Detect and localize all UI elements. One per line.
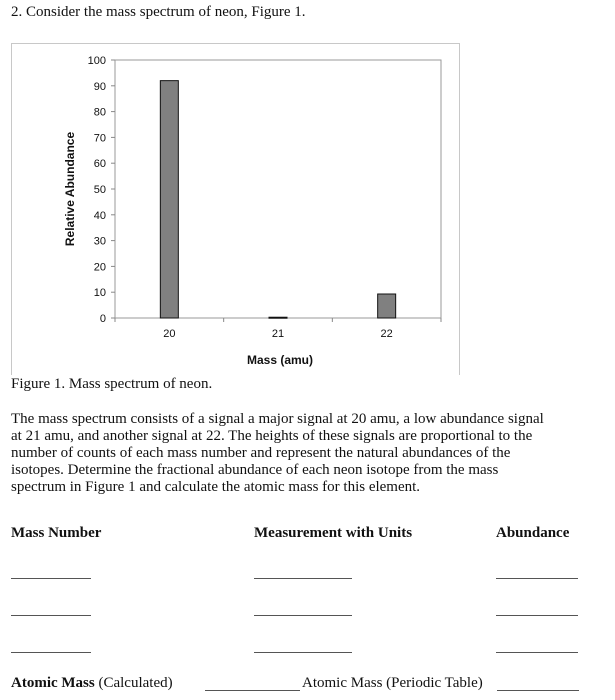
bar-21 <box>269 317 287 318</box>
x-tick-label: 20 <box>163 328 176 340</box>
atomic-mass-periodic-label: Atomic Mass (Periodic Table) <box>302 675 483 691</box>
y-tick-label: 10 <box>93 287 106 300</box>
paragraph-line: number of counts of each mass number and represent the natural abundances of the <box>11 445 511 461</box>
measurement-blank[interactable] <box>254 578 352 579</box>
bar-22 <box>378 294 396 318</box>
paragraph-line: at 21 amu, and another signal at 22. The heights of these signals are proportional to the <box>11 428 533 444</box>
y-tick-label: 90 <box>93 80 106 93</box>
mass-number-blank[interactable] <box>11 652 91 653</box>
y-tick-label: 80 <box>93 106 106 119</box>
atomic-mass-calculated-blank[interactable] <box>205 690 300 691</box>
y-axis-label: Relative Abundance <box>63 131 77 247</box>
atomic-mass-bold: Atomic Mass <box>11 675 95 691</box>
y-tick-label: 60 <box>93 158 106 171</box>
y-tick-label: 50 <box>93 184 106 196</box>
x-tick-label: 21 <box>271 328 285 340</box>
abundance-blank[interactable] <box>496 652 578 653</box>
question-text: 2. Consider the mass spectrum of neon, Figure 1. <box>11 4 306 20</box>
bar-20 <box>160 81 178 318</box>
mass-number-blank[interactable] <box>11 578 91 579</box>
paragraph-line: The mass spectrum consists of a signal a major signal at 20 amu, a low abundance signal <box>11 411 544 427</box>
measurement-blank[interactable] <box>254 652 352 653</box>
header-mass-number: Mass Number <box>11 525 102 541</box>
x-axis-label: Mass (amu) <box>246 353 314 367</box>
abundance-blank[interactable] <box>496 615 578 616</box>
mass-number-blank[interactable] <box>11 615 91 616</box>
y-tick-label: 40 <box>93 209 106 222</box>
y-tick-label: 100 <box>87 55 106 67</box>
header-abundance: Abundance <box>496 525 570 541</box>
figure-caption: Figure 1. Mass spectrum of neon. <box>11 376 213 392</box>
y-tick-label: 30 <box>93 235 106 248</box>
abundance-blank[interactable] <box>496 578 578 579</box>
paragraph-line: spectrum in Figure 1 and calculate the atomic mass for this element. <box>11 479 421 495</box>
y-tick-label: 0 <box>99 313 106 325</box>
description-paragraph <box>11 411 544 496</box>
measurement-blank[interactable] <box>254 615 352 616</box>
y-tick-label: 70 <box>93 132 106 145</box>
x-tick-label: 22 <box>380 328 393 340</box>
header-measurement: Measurement with Units <box>254 525 413 541</box>
calculated-text: (Calculated) <box>94 675 173 691</box>
y-tick-label: 20 <box>93 261 106 274</box>
atomic-mass-calculated-label <box>11 675 173 692</box>
paragraph-line: isotopes. Determine the fractional abundance of each neon isotope from the mass <box>11 462 499 478</box>
atomic-mass-periodic-blank[interactable] <box>497 690 579 691</box>
